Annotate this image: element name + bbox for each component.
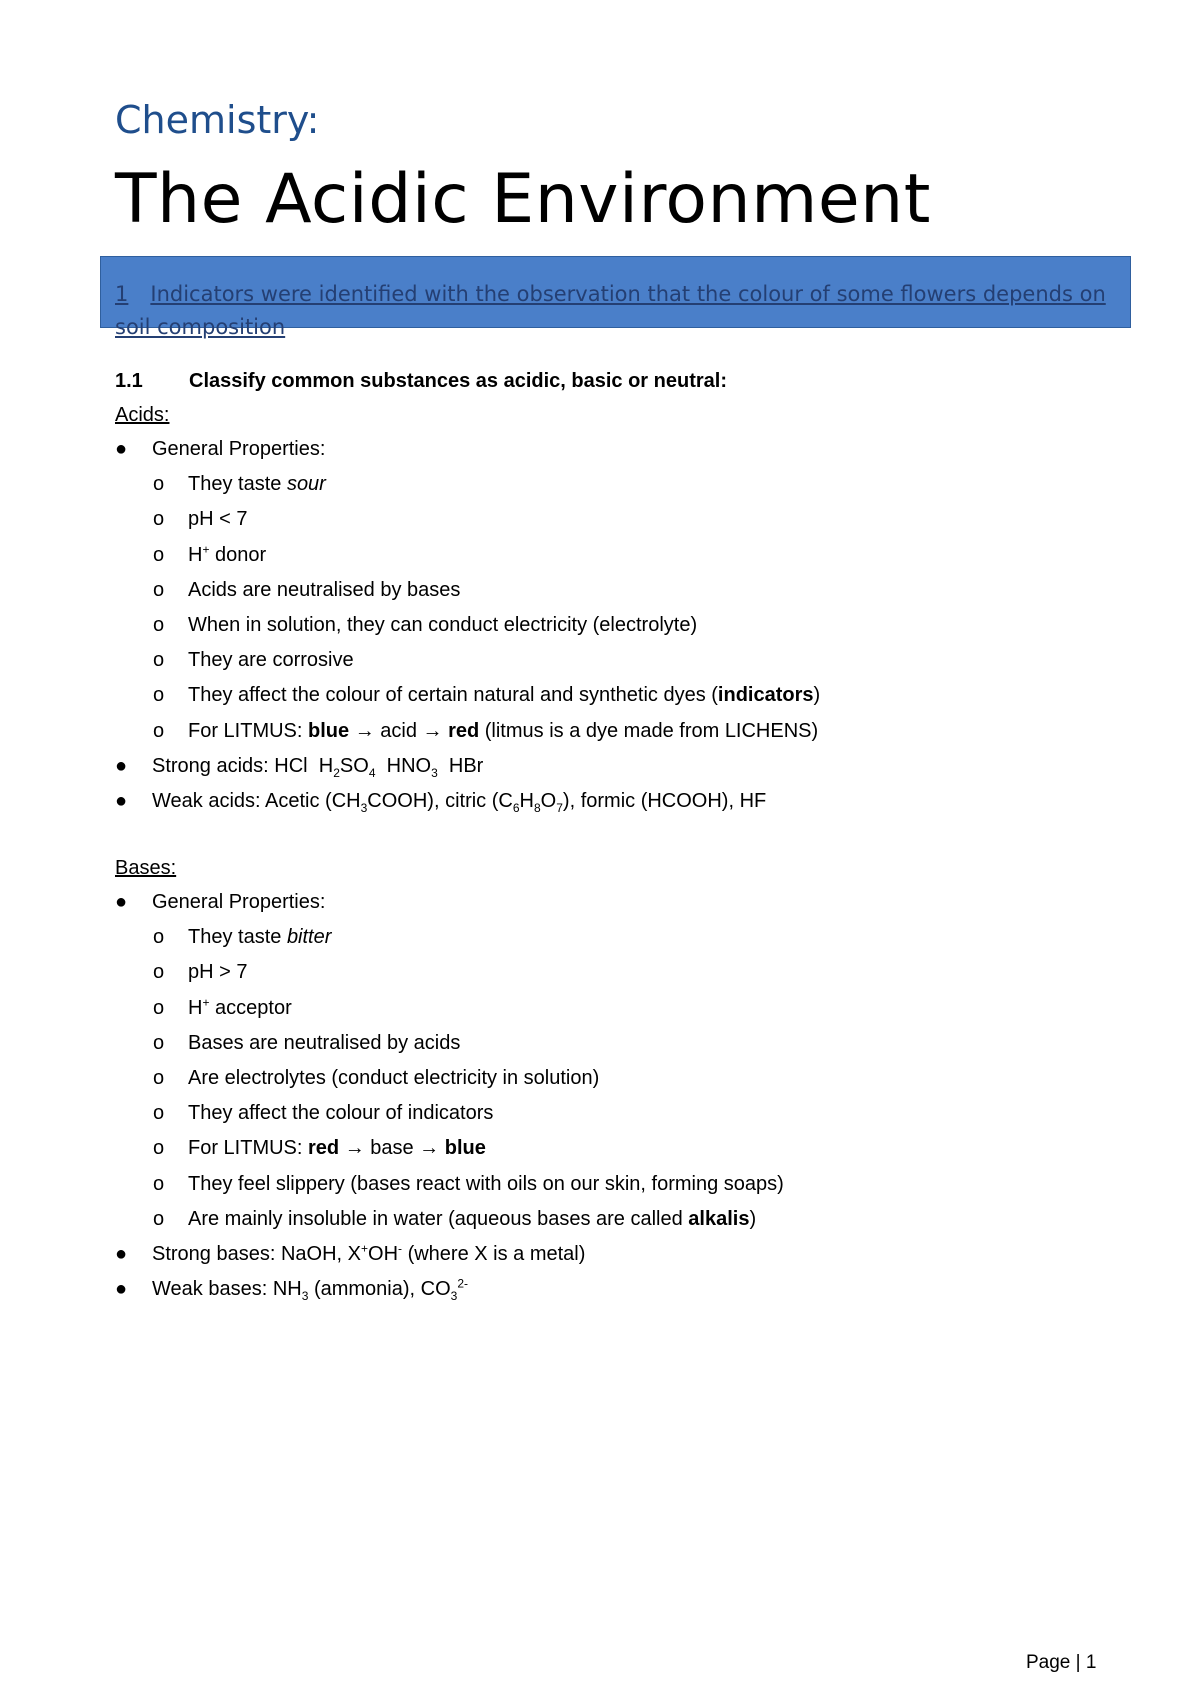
list-item: ● Strong bases: NaOH, X+OH- (where X is a metal) [115, 1237, 1115, 1272]
circle-bullet-icon: o [153, 1067, 165, 1089]
circle-bullet-icon: o [153, 926, 165, 949]
list-item: o For LITMUS: blue → acid → red (litmus is a dye made from LICHENS) [115, 714, 1115, 749]
bullet-icon: ● [115, 754, 128, 777]
list-item: o They affect the colour of indicators [115, 1096, 1115, 1131]
circle-bullet-icon: o [153, 719, 165, 742]
circle-bullet-icon: o [153, 1172, 165, 1195]
list-item: o pH > 7 [115, 955, 1115, 990]
circle-bullet-icon: o [153, 1031, 165, 1054]
bullet-icon: ● [115, 789, 128, 812]
acids-label: Acids: [115, 404, 170, 426]
list-item: o They feel slippery (bases react with oils on our skin, forming soaps) [115, 1167, 1115, 1202]
circle-bullet-icon: o [153, 473, 165, 496]
subsection-number: 1.1 [115, 370, 143, 392]
list-item: o Are mainly insoluble in water (aqueous bases are called alkalis) [115, 1202, 1115, 1237]
list-item: ● Strong acids: HCl $H_2SO_4$ $HNO_3$ HBr [115, 749, 1115, 784]
list-item: o H+ acceptor [115, 991, 1115, 1026]
bullet-icon: ● [115, 1278, 128, 1301]
circle-bullet-icon: o [153, 961, 165, 984]
list-item: o Bases are neutralised by acids [115, 1026, 1115, 1061]
list-item: o They taste bitter [115, 920, 1115, 955]
document-title: The Acidic Environment [115, 160, 931, 239]
list-item: o They taste sour [115, 467, 1115, 502]
bullet-icon: ● [115, 438, 128, 460]
page-number: Page | 1 [1026, 1652, 1097, 1673]
list-item: ● General Properties: [115, 432, 1115, 467]
section-heading [115, 278, 1115, 344]
list-item: o Acids are neutralised by bases [115, 573, 1115, 608]
circle-bullet-icon: o [153, 1102, 165, 1125]
bases-label: Bases: [115, 857, 177, 880]
list-item: o When in solution, they can conduct electricity (electrolyte) [115, 608, 1115, 643]
document-subtitle: Chemistry: [115, 98, 320, 142]
section-number: 1 [115, 282, 129, 306]
circle-bullet-icon: o [153, 613, 165, 636]
list-item: o H+ donor [115, 538, 1115, 573]
circle-bullet-icon: o [153, 996, 165, 1019]
list-item: ● Weak acids: Acetic $(CH_3COOH)$, citric $(C_6H_8O_7)$, formic (HCOOH), HF [115, 784, 1115, 819]
list-item: o They affect the colour of certain natural and synthetic dyes (indicators) [115, 678, 1115, 713]
section-heading-text: Indicators were identified with the observation that the colour of some flowers depends on soil composition [115, 282, 1106, 339]
bullet-icon: ● [115, 891, 128, 914]
list-item: o Are electrolytes (conduct electricity in solution) [115, 1061, 1115, 1096]
circle-bullet-icon: o [153, 543, 165, 566]
list-item: ● General Properties: [115, 885, 1115, 920]
circle-bullet-icon: o [153, 1137, 165, 1160]
circle-bullet-icon: o [153, 578, 165, 601]
document-body [115, 364, 1115, 1307]
list-item: ● Weak bases: $NH_3$ (ammonia), $CO_3^{2-}$ [115, 1272, 1115, 1307]
circle-bullet-icon: o [153, 649, 165, 672]
list-item: o pH < 7 [115, 502, 1115, 537]
circle-bullet-icon: o [153, 684, 165, 707]
list-item: o They are corrosive [115, 643, 1115, 678]
list-item: o For LITMUS: red → base → blue [115, 1131, 1115, 1166]
subsection-title: Classify common substances as acidic, basic or neutral: [189, 370, 727, 392]
circle-bullet-icon: o [153, 1207, 165, 1230]
circle-bullet-icon: o [153, 508, 165, 531]
bullet-icon: ● [115, 1242, 128, 1265]
subsection-heading [115, 364, 1115, 398]
